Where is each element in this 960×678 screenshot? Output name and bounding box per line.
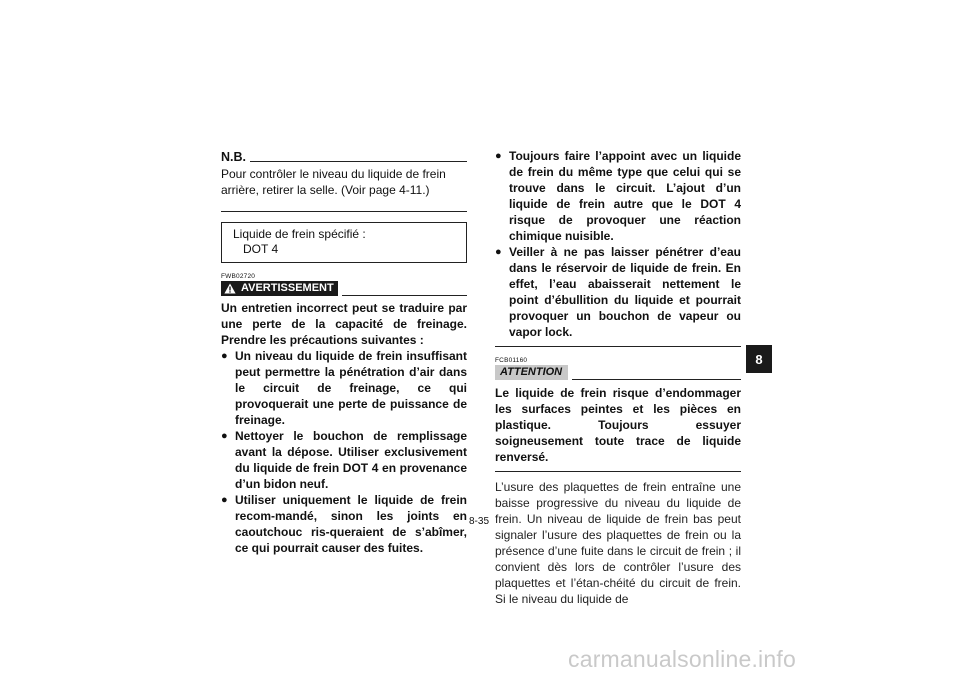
bullet-icon: ● bbox=[495, 246, 502, 258]
warning-bullet-list-right bbox=[495, 148, 741, 340]
warning-bullet-item bbox=[495, 244, 741, 340]
watermark: carmanualsonline.info bbox=[568, 646, 796, 672]
caution-end-rule bbox=[495, 471, 741, 472]
warning-bullet-list-left bbox=[221, 348, 467, 556]
warning-bullet-item bbox=[221, 492, 467, 556]
chapter-tab: 8 bbox=[746, 345, 772, 373]
warning-bullet-text: Utiliser uniquement le liquide de frein recom-mandé, sinon les joints en caoutchouc ris-queraient de s’abîmer, ce qui pourrait causer des fuites. bbox=[235, 493, 467, 555]
warning-bullet-text: Nettoyer le bouchon de remplissage avant la dépose. Utiliser exclusivement du liquide de frein DOT 4 en provenance d’un bidon neuf. bbox=[235, 429, 467, 491]
note-label: N.B. bbox=[221, 150, 246, 164]
warning-signal-label: AVERTISSEMENT bbox=[241, 282, 334, 294]
warning-bullet-item bbox=[221, 348, 467, 428]
warning-code: FWB02720 bbox=[221, 273, 256, 280]
bullet-icon: ● bbox=[495, 150, 502, 162]
warning-bullet-item bbox=[495, 148, 741, 244]
warning-signal-word bbox=[221, 281, 338, 296]
warning-end-rule bbox=[495, 346, 741, 347]
warning-triangle-icon bbox=[224, 283, 236, 294]
note-text: Pour contrôler le niveau du liquide de frein arrière, retirer la selle. (Voir page 4-11.) bbox=[221, 167, 446, 197]
warning-bullet-text: Toujours faire l’appoint avec un liquide de frein du même type que celui qui se trouve dans le circuit. L’ajout d’un liquide de frein autre que le DOT 4 risque de provoquer une réaction chimique nuisible. bbox=[509, 149, 741, 243]
right-column bbox=[495, 148, 741, 607]
warning-bullet-text: Un niveau du liquide de frein insuffisant peut permettre la pénétration d’air dans le circuit de freinage, ce qui provoquerait une perte de puissance de freinage. bbox=[235, 349, 467, 427]
warning-intro: Un entretien incorrect peut se traduire par une perte de la capacité de freinage. Prendre les précautions suivantes : bbox=[221, 301, 467, 347]
caution-signal-word: ATTENTION bbox=[495, 365, 568, 380]
caution-header-rule bbox=[572, 379, 741, 380]
spec-value: DOT 4 bbox=[243, 242, 279, 256]
note-header bbox=[221, 148, 467, 164]
caution-code: FCB01160 bbox=[495, 357, 528, 364]
note-end-rule bbox=[221, 211, 467, 212]
page-number: 8-35 bbox=[469, 516, 490, 527]
left-column bbox=[221, 148, 467, 556]
bullet-icon: ● bbox=[221, 350, 228, 362]
body-paragraph: L’usure des plaquettes de frein entraîne une baisse progressive du niveau du liquide de frein. Un niveau de liquide de frein bas peut signaler l’usure des plaquettes de frein ou la présence d’une fuite dans le circuit de frein ; il convient dès lors de contrôler l’usure des plaquettes et l’étan-chéité du circuit de frein. Si le niveau du liquide de bbox=[495, 480, 741, 606]
warning-bullet-text: Veiller à ne pas laisser pénétrer d’eau dans le réservoir de liquide de frein. En effet, l’eau abaisserait nettement le point d’ébullition du liquide et pourrait provoquer un bouchon de vapeur ou vapor lock. bbox=[509, 245, 741, 339]
warning-header-rule bbox=[342, 295, 467, 296]
warning-header bbox=[221, 281, 467, 296]
bullet-icon: ● bbox=[221, 494, 228, 506]
caution-text: Le liquide de frein risque d’endommager les surfaces peintes et les pièces en plastique. Toujours essuyer soigneusement toute trace de liquide renversé. bbox=[495, 386, 741, 464]
spec-label: Liquide de frein spécifié : bbox=[233, 227, 366, 241]
spec-box bbox=[221, 222, 467, 263]
warning-bullet-item bbox=[221, 428, 467, 492]
caution-header bbox=[495, 365, 741, 380]
note-header-rule bbox=[250, 161, 467, 162]
bullet-icon: ● bbox=[221, 430, 228, 442]
